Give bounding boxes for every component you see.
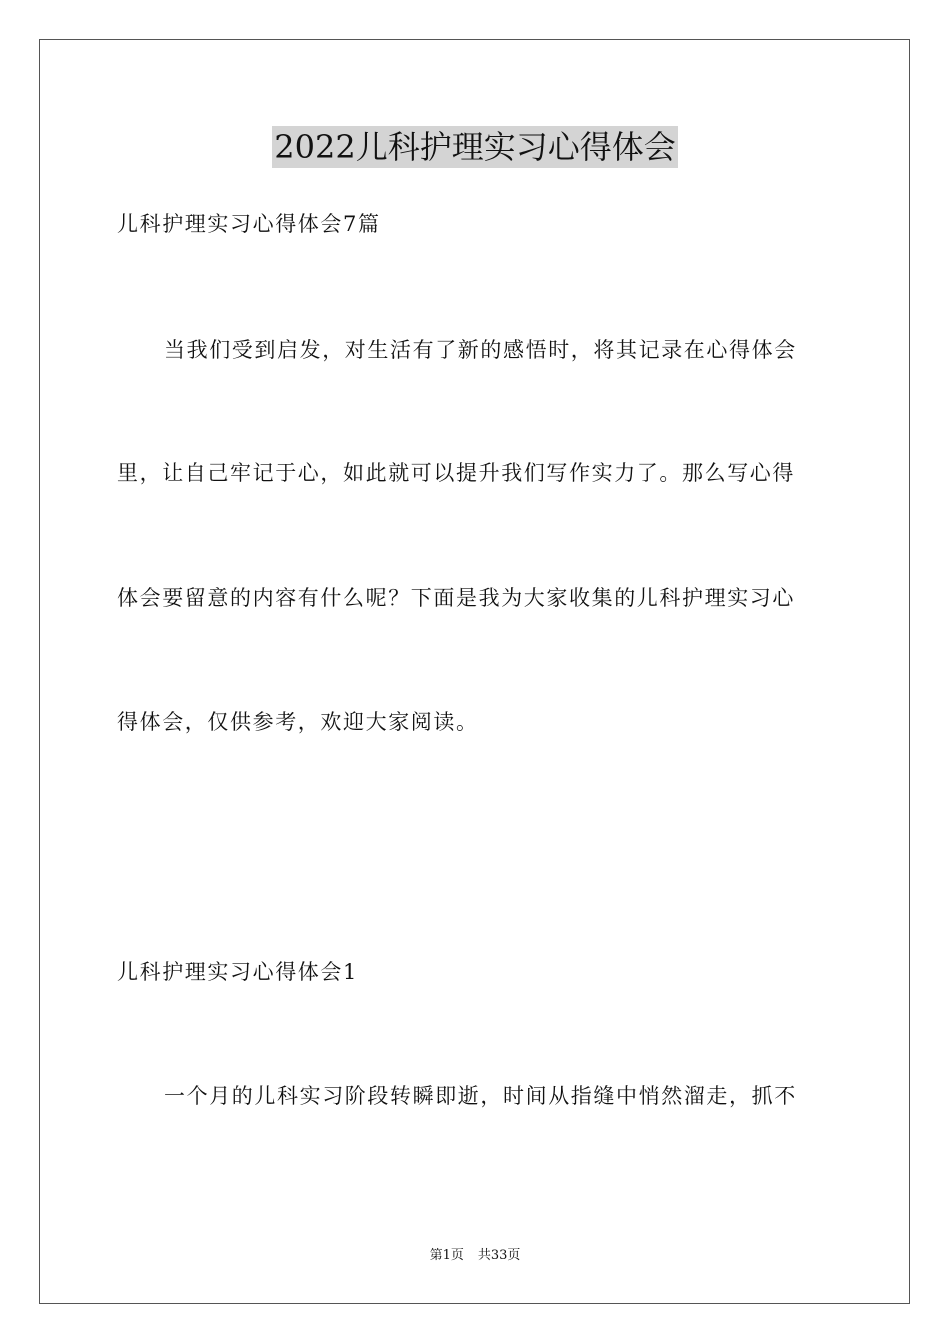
- title-container: [0, 126, 950, 168]
- intro-paragraph-line: 体会要留意的内容有什么呢？下面是我为大家收集的儿科护理实习心: [117, 586, 795, 610]
- intro-paragraph-line: 得体会，仅供参考，欢迎大家阅读。: [117, 710, 479, 734]
- document-title: 2022儿科护理实习心得体会: [274, 128, 676, 166]
- page-number: 第1页: [429, 1248, 464, 1263]
- document-subtitle: 儿科护理实习心得体会7篇: [117, 212, 381, 236]
- page-total: 共33页: [477, 1248, 521, 1263]
- page-footer: [0, 1247, 950, 1265]
- intro-paragraph-line: 当我们受到启发，对生活有了新的感悟时，将其记录在心得体会: [164, 338, 797, 362]
- section-paragraph-line: 一个月的儿科实习阶段转瞬即逝，时间从指缝中悄然溜走，抓不: [164, 1084, 797, 1108]
- intro-paragraph-line: 里，让自己牢记于心，如此就可以提升我们写作实力了。那么写心得: [117, 461, 795, 485]
- section-heading: 儿科护理实习心得体会1: [117, 960, 358, 984]
